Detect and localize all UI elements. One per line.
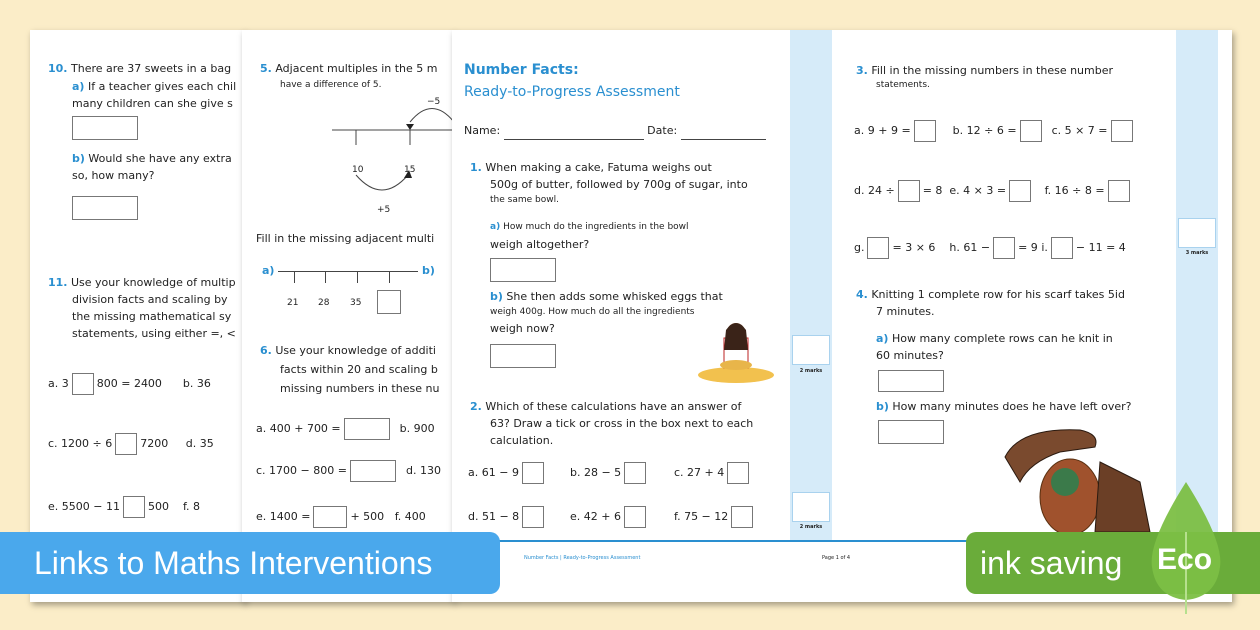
calculation: d. 51 − 8 [468,510,520,523]
question-text: weigh 400g. How much do all the ingredients [490,307,695,317]
marks-label: 3 marks [1185,250,1209,256]
number-line-diagram [332,90,454,220]
tick-label: 21 [287,298,299,308]
calculation: e. 42 + 6 [570,510,621,523]
worksheet-page-1 [30,30,245,602]
instruction-text: Fill in the missing adjacent multi [256,232,435,245]
question-text: the same bowl. [490,195,559,205]
calculation: f. 75 − 12 [674,510,729,523]
equation-row: c. 1700 − 800 = d. 130 [256,460,441,482]
question-text: 500g of butter, followed by 700g of sugar, into [490,178,748,191]
banner-text: Links to Maths Interventions [34,544,433,581]
question-text: Adjacent multiples in the 5 m [275,62,438,75]
question-text: facts within 20 and scaling b [280,363,438,376]
calculation: a. 61 − 9 [468,466,519,479]
question-text: missing numbers in these nu [280,382,440,395]
equation-row: a. 3 800 = 2400 b. 36 [48,373,211,395]
answer-box[interactable] [490,344,556,368]
part-label: a) [72,80,85,93]
question-text: Fill in the missing numbers in these number [871,64,1114,77]
question-text: Which of these calculations have an answer of [485,400,742,413]
equation-row: e. 5500 − 11 500 f. 8 [48,496,200,518]
jump-label: −5 [427,97,441,107]
answer-box[interactable] [313,506,347,528]
marks-box[interactable] [1178,218,1216,248]
tick-label: 10 [352,165,364,175]
question-text: When making a cake, Fatuma weighs out [485,161,712,174]
baking-girl-illustration [696,320,776,385]
question-text: If a teacher gives each chil [87,80,237,93]
question-number: 2. [470,400,482,413]
question-text: 60 minutes? [876,349,944,362]
question-text: 63? Draw a tick or cross in the box next to each [490,417,754,430]
part-label: b) [72,152,85,165]
question-text: Knitting 1 complete row for his scarf takes 5id [871,288,1125,301]
question-number: 6. [260,344,272,357]
answer-box[interactable] [72,196,138,220]
answer-box[interactable] [878,370,944,392]
answer-box[interactable] [115,433,137,455]
part-label: b) [490,290,503,303]
question-text: division facts and scaling by [72,293,228,306]
jump-label: +5 [377,205,391,215]
tick-box[interactable] [727,462,749,484]
calculation: c. 27 + 4 [674,466,725,479]
marks-label: 2 marks [799,368,823,374]
marks-box[interactable] [792,492,830,522]
page-title: Number Facts: [464,62,579,78]
question-text: many children can she give s [72,97,233,110]
name-label: Name: [464,124,501,137]
part-label: a) [262,264,275,277]
question-text: Use your knowledge of additi [275,344,436,357]
worksheet-page-2 [242,30,454,602]
tick-label: 28 [318,298,330,308]
name-field[interactable] [504,122,644,140]
question-number: 5. [260,62,272,75]
part-label: b) [422,264,435,277]
question-number: 4. [856,288,868,301]
answer-box[interactable] [377,290,401,314]
question-text: Would she have any extra [88,152,232,165]
knitting-hands-illustration [1000,422,1170,542]
equation-row: g. = 3 × 6 h. 61 − = 9 i. − 11 = 4 [854,237,1126,259]
links-to-maths-interventions-banner[interactable] [0,532,500,594]
question-text: statements, using either =, < [72,327,236,340]
question-text: There are 37 sweets in a bag [71,62,232,75]
part-label: b) [876,400,889,413]
part-label: a) [876,332,889,345]
tick-box[interactable] [624,506,646,528]
question-text: the missing mathematical sy [72,310,232,323]
date-field[interactable] [681,122,766,140]
equation-row: a. 9 + 9 = b. 12 ÷ 6 = c. 5 × 7 = [854,120,1136,142]
question-text: statements. [876,80,930,90]
marks-label: 2 marks [799,524,823,530]
question-text: calculation. [490,434,554,447]
equation-row: a. 400 + 700 = b. 900 [256,418,435,440]
banner-text: ink saving [980,544,1123,581]
question-text: 7 minutes. [876,305,935,318]
tick-box[interactable] [522,462,544,484]
equation-row: d. 24 ÷ = 8 e. 4 × 3 = f. 16 ÷ 8 = [854,180,1133,202]
page-subtitle: Ready-to-Progress Assessment [464,84,680,100]
question-text: weigh now? [490,322,555,335]
footer-page-number: Page 1 of 4 [822,555,851,561]
equation-row: e. 1400 = + 500 f. 400 [256,506,426,528]
question-text: so, how many? [72,169,155,182]
answer-box[interactable] [878,420,944,444]
eco-label: Eco [1157,543,1213,576]
tick-label: 15 [404,165,416,175]
question-number: 1. [470,161,482,174]
marks-box[interactable] [792,335,830,365]
tick-box[interactable] [522,506,544,528]
question-number: 10. [48,62,68,75]
answer-box[interactable] [490,258,556,282]
question-text: weigh altogether? [490,238,590,251]
answer-box[interactable] [72,116,138,140]
answer-box[interactable] [123,496,145,518]
calculation: b. 28 − 5 [570,466,622,479]
worksheet-page-3 [452,30,1232,602]
equation-row: c. 1200 ÷ 6 7200 d. 35 [48,433,214,455]
answer-box[interactable] [72,373,94,395]
tick-label: 35 [350,298,362,308]
question-number: 11. [48,276,68,289]
tick-box[interactable] [624,462,646,484]
question-number: 3. [856,64,868,77]
question-text: How many complete rows can he knit in [891,332,1113,345]
question-text: have a difference of 5. [280,80,382,90]
tick-box[interactable] [731,506,753,528]
part-label: a) [490,222,501,232]
question-text: Use your knowledge of multip [71,276,236,289]
footer-title: Number Facts | Ready-to-Progress Assessment [524,555,641,561]
question-text: How many minutes does he have left over? [892,400,1132,413]
question-text: How much do the ingredients in the bowl [503,222,689,232]
question-text: She then adds some whisked eggs that [506,290,723,303]
answer-box[interactable] [350,460,396,482]
answer-box[interactable] [344,418,390,440]
date-label: Date: [647,124,678,137]
